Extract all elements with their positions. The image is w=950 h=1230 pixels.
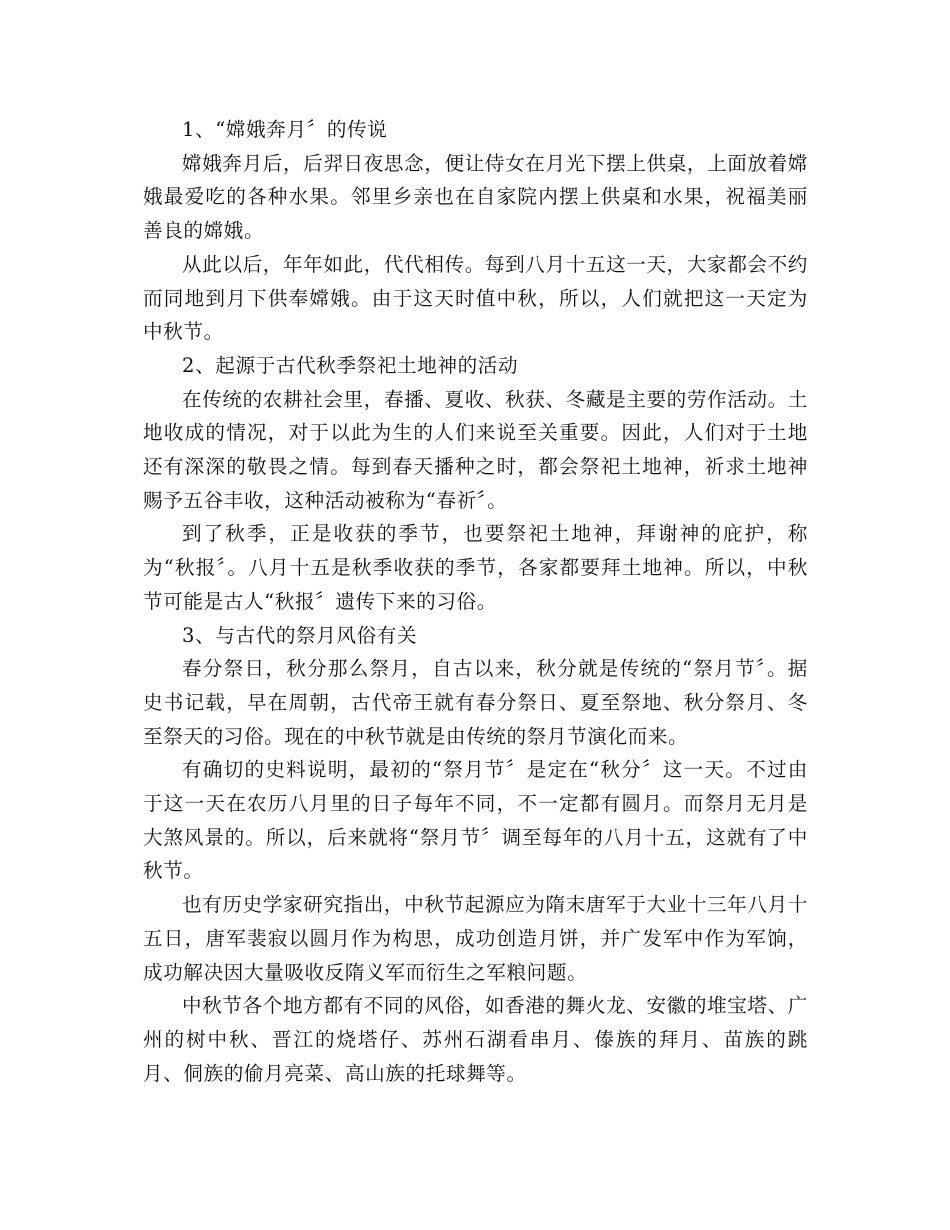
section-heading-moon-worship: 3、与古代的祭月风俗有关	[182, 623, 418, 647]
section-heading-land-god: 2、起源于古代秋季祭祀土地神的活动	[182, 353, 519, 377]
paragraph: 从此以后，年年如此，代代相传。每到八月十五这一天，大家都会不约而同地到月下供奉嫦娥。由于这天时值中秋，所以，人们就把这一天定为中秋节。	[143, 252, 809, 344]
paragraph: 也有历史学家研究指出，中秋节起源应为隋末唐军于大业十三年八月十五日，唐军裴寂以圆月作为构思，成功创造月饼，并广发军中作为军饷，成功解决因大量吸收反隋义军而衍生之军粮问题。	[143, 893, 809, 984]
paragraph: 春分祭日，秋分那么祭月，自古以来，秋分就是传统的“祭月节〞。据史书记载，早在周朝，古代帝王就有春分祭日、夏至祭地、秋分祭月、冬至祭天的习俗。现在的中秋节就是由传统的祭月节演化而来。	[143, 657, 808, 748]
paragraph: 嫦娥奔月后，后羿日夜思念，便让侍女在月光下摆上供桌，上面放着嫦娥最爱吃的各种水果。邻里乡亲也在自家院内摆上供桌和水果，祝福美丽善良的嫦娥。	[143, 151, 809, 243]
section-heading-chang-e: 1、“嫦娥奔月〞的传说	[182, 118, 388, 141]
document-body	[143, 113, 808, 1090]
paragraph: 中秋节各个地方都有不同的风俗，如香港的舞火龙、安徽的堆宝塔、广州的树中秋、晋江的烧塔仔、苏州石湖看串月、傣族的拜月、苗族的跳月、侗族的偷月亮菜、高山族的托球舞等。	[143, 994, 809, 1085]
paragraph: 到了秋季，正是收获的季节，也要祭祀土地神，拜谢神的庇护，称为“秋报〞。八月十五是秋季收获的季节，各家都要拜土地神。所以，中秋节可能是古人“秋报〞遗传下来的习俗。	[143, 522, 808, 613]
paragraph: 有确切的史料说明，最初的“祭月节〞是定在“秋分〞这一天。不过由于这一天在农历八月里的日子每年不同，不一定都有圆月。而祭月无月是大煞风景的。所以，后来就将“祭月节〞调至每年的八月十五，这就有了中秋节。	[143, 758, 808, 883]
paragraph: 在传统的农耕社会里，春播、夏收、秋获、冬藏是主要的劳作活动。土地收成的情况，对于以此为生的人们来说至关重要。因此，人们对于土地还有深深的敬畏之情。每到春天播种之时，都会祭祀土地神，祈求土地神赐予五谷丰收，这种活动被称为“春祈〞。	[143, 387, 809, 512]
